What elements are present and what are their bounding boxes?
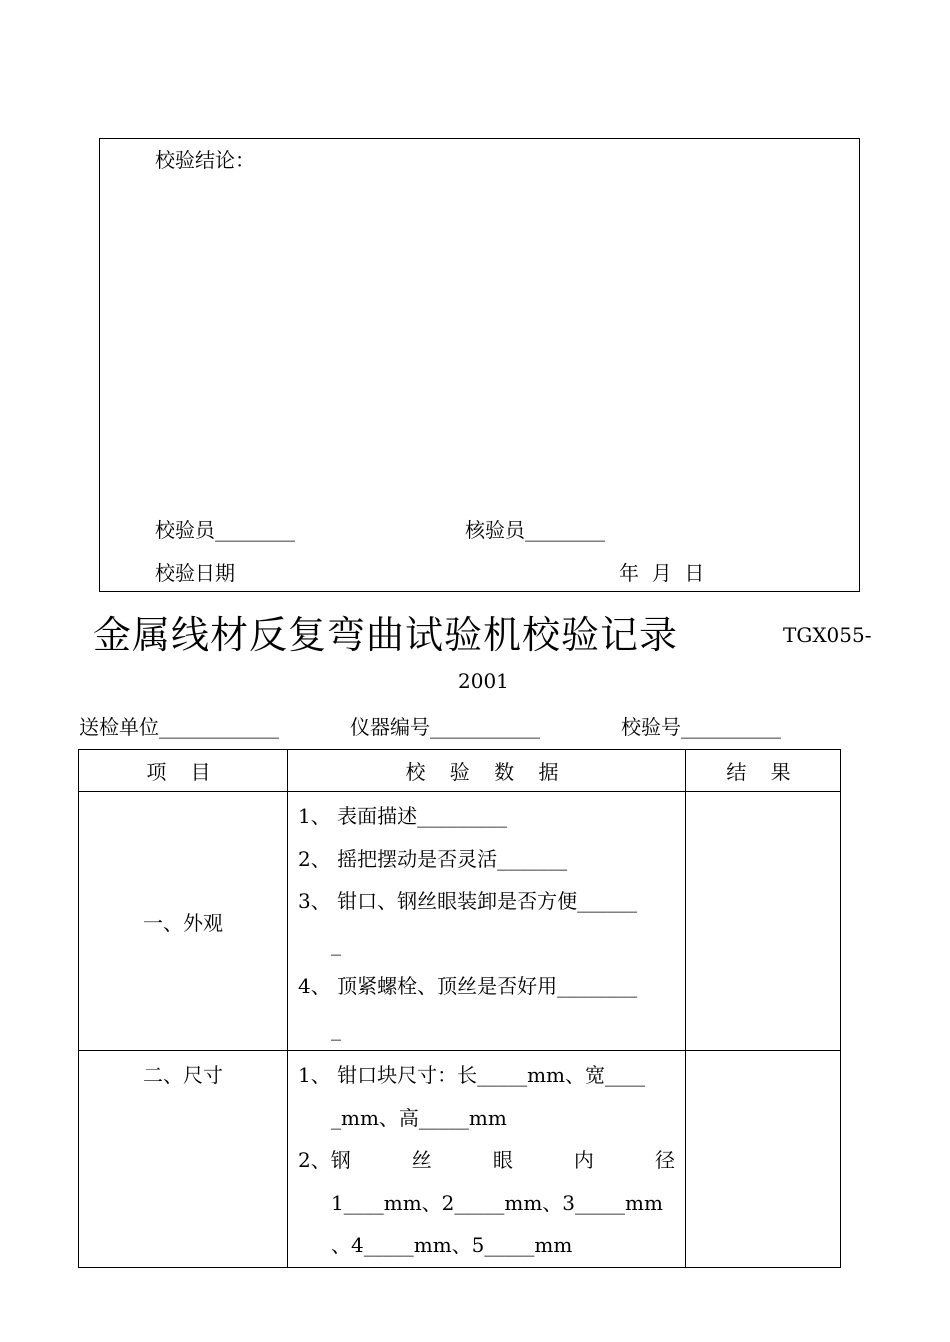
table-header-row bbox=[79, 750, 841, 792]
row-result-appearance[interactable] bbox=[686, 792, 841, 1051]
dimension-line-2-cont[interactable]: 1____mm、2_____mm、3_____mm bbox=[331, 1190, 663, 1215]
checker-field[interactable]: 校验员________ bbox=[155, 518, 295, 542]
conclusion-label: 校验结论： bbox=[155, 148, 255, 172]
appearance-line-1[interactable]: 1、 表面描述_________ bbox=[298, 804, 508, 828]
dimension-line-2[interactable]: 2、钢 丝 眼 内 径 bbox=[298, 1148, 675, 1172]
row-item-appearance: 一、外观 bbox=[79, 792, 288, 1051]
dimension-line-1[interactable]: 1、 钳口块尺寸：长_____mm、宽____ bbox=[298, 1063, 646, 1087]
table-row bbox=[79, 1051, 841, 1268]
row-data-dimensions bbox=[288, 1051, 686, 1268]
appearance-line-4[interactable]: 4、 顶紧螺栓、顶丝是否好用________ bbox=[298, 974, 638, 998]
form-code-year: 2001 bbox=[458, 669, 509, 693]
row-data-appearance bbox=[288, 792, 686, 1051]
check-date-label: 校验日期 bbox=[155, 561, 235, 585]
dimension-line-2-cont2[interactable]: 、4_____mm、5_____mm bbox=[331, 1233, 573, 1257]
header-data: 校 验 数 据 bbox=[288, 750, 686, 792]
submitting-unit-field[interactable]: 送检单位____________ bbox=[79, 715, 279, 739]
dimension-line-1-cont[interactable]: _mm、高_____mm bbox=[331, 1105, 507, 1130]
form-code: TGX055- bbox=[783, 623, 872, 647]
appearance-line-2[interactable]: 2、 摇把摆动是否灵活_______ bbox=[298, 846, 568, 871]
header-item: 项 目 bbox=[79, 750, 288, 792]
instrument-number-field[interactable]: 仪器编号___________ bbox=[350, 715, 540, 739]
check-date-ymd: 年 月 日 bbox=[619, 561, 705, 585]
appearance-line-3[interactable]: 3、 钳口、钢丝眼装卸是否方便______ bbox=[298, 889, 638, 913]
row-result-dimensions[interactable] bbox=[686, 1051, 841, 1268]
appearance-line-3-cont: _ bbox=[331, 931, 341, 956]
record-table bbox=[78, 749, 841, 1268]
appearance-line-4-cont: _ bbox=[331, 1016, 341, 1041]
row-item-dimensions: 二、尺寸 bbox=[79, 1051, 288, 1268]
header-result: 结 果 bbox=[686, 750, 841, 792]
table-row bbox=[79, 792, 841, 1051]
reviewer-field[interactable]: 核验员________ bbox=[465, 518, 605, 542]
page-title: 金属线材反复弯曲试验机校验记录 bbox=[93, 613, 679, 657]
check-number-field[interactable]: 校验号__________ bbox=[621, 715, 781, 739]
